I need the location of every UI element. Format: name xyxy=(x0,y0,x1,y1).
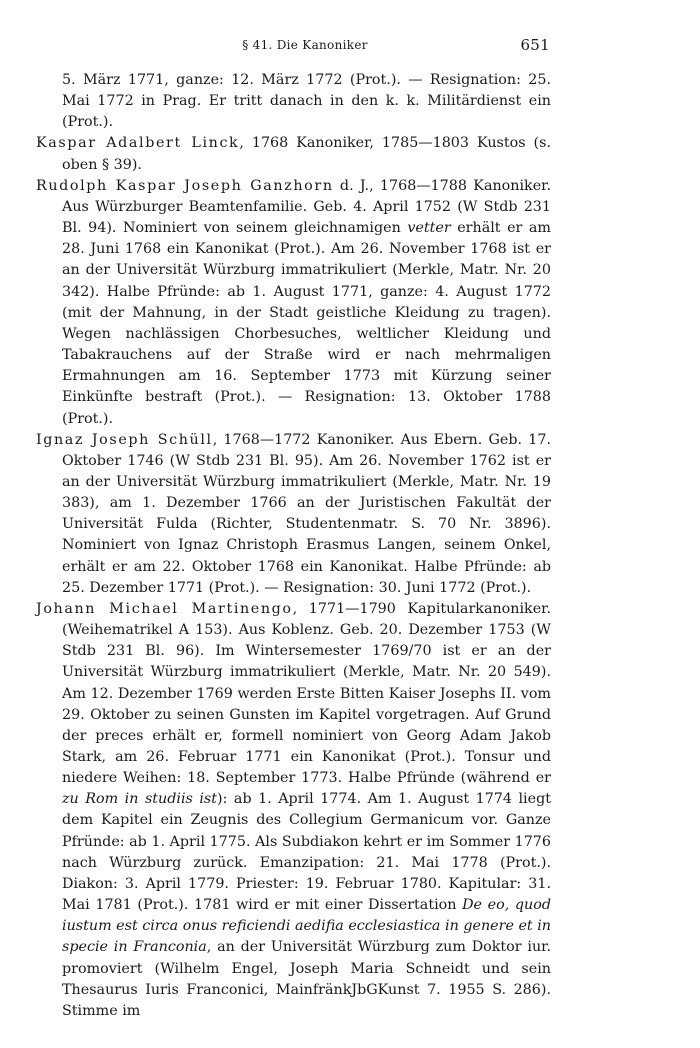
person-name: Rudolph Kaspar Joseph Ganzhorn xyxy=(36,177,334,194)
entry-text: , 1768—1772 Kanoniker. Aus Ebern. Geb. 17. Oktober 1746 (W Stdb 231 Bl. 95). Am 26. November 1762 ist er an der Universität Würzburg immatrikuliert (Merkle, Matr. Nr. 19 383), am 1. Dezember 1766 an der Juristischen Fakultät der Universität Fulda (Richter, Studentenmatr. S. 70 Nr. 3896). Nominiert von Ignaz Christoph Erasmus Langen, seinem Onkel, erhält er am 22. Oktober 1768 ein Kanonikat. Halbe Pfründe: ab 25. Dezember 1771 (Prot.). — Resignation: 30. Juni 1772 (Prot.). xyxy=(62,431,551,596)
person-name: Johann Michael Martinengo xyxy=(36,600,293,617)
italic-text: De eo, quod iustum est circa onus reficiendi aedifia ecclesiastica in genere et in specie in Franconia xyxy=(62,897,551,956)
section-title: § 41. Die Kanoniker xyxy=(242,38,368,52)
person-name: Ignaz Joseph Schüll xyxy=(36,431,213,448)
entry-text: , 1768 Kanoniker, 1785—1803 Kustos (s. oben § 39). xyxy=(62,135,552,173)
canon-entry xyxy=(36,133,551,175)
entry-text: ): ab 1. April 1774. Am 1. August 1774 liegt dem Kapitel ein Zeugnis des Collegium Germanicum vor. Ganze Pfründe: ab 1. April 1775. Als Subdiakon kehrt er im Sommer 1776 nach Würzburg zurück. Emanzipation: 21. Mai 1778 (Prot.). Diakon: 3. April 1779. Priester: 19. Februar 1780. Kapitular: 31. Mai 1781 (Prot.). 1781 wird er mit einer Dissertation xyxy=(62,791,551,914)
entry-text: erhält er am 28. Juni 1768 ein Kanonikat (Prot.). Am 26. November 1768 ist er an der Universität Würzburg immatrikuliert (Merkle, Matr. Nr. 20 342). Halbe Pfründe: ab 1. August 1771, ganze: 4. August 1772 (mit der Mahnung, in der Stadt geistliche Kleidung zu tragen). Wegen nachlässigen Chorbesuches, weltlicher Kleidung und Tabakrauchens auf der Straße wird er nach mehrmaligen Ermahnungen am 16. September 1773 mit Kürzung seiner Einkünfte bestraft (Prot.). — Resignation: 13. Oktober 1788 (Prot.). xyxy=(62,220,551,427)
entry-text: d. J., 1768—1788 Kanoniker. Aus Würzburger Beamtenfamilie. Geb. 4. April 1752 (W Stdb 231 Bl. 94). Nominiert von seinem gleichnamigen xyxy=(62,177,551,237)
canon-entry xyxy=(36,599,551,1022)
main-text xyxy=(36,70,551,1022)
person-name: Kaspar Adalbert Linck xyxy=(36,135,240,152)
page-number: 651 xyxy=(520,36,550,54)
italic-text: vetter xyxy=(407,220,451,237)
entry-text: , an der Universität Würzburg zum Doktor iur. promoviert (Wilhelm Engel, Joseph Maria Schneidt und sein Thesaurus Iuris Franconici, MainfränkJbGKunst 7. 1955 S. 286). Stimme im xyxy=(62,939,551,1019)
entry-text: 5. März 1771, ganze: 12. März 1772 (Prot.). — Resignation: 25. Mai 1772 in Prag. Er tritt danach in den k. k. Militärdienst ein (Prot.). xyxy=(62,72,551,131)
italic-text: zu Rom in studiis ist xyxy=(62,791,218,808)
entry-text: , 1771—1790 Kapitularkanoniker. (Weihematrikel A 153). Aus Koblenz. Geb. 20. Dezember 1753 (W Stdb 231 Bl. 96). Im Wintersemester 1769/70 ist er an der Universität Würzburg immatrikuliert (Merkle, Matr. Nr. 20 549). Am 12. Dezember 1769 werden Erste Bitten Kaiser Josephs II. vom 29. Oktober zu seinen Gunsten im Kapitel vorgetragen. Auf Grund der preces erhält er, formell nominiert von Georg Adam Jakob Stark, am 26. Februar 1771 ein Kanonikat (Prot.). Tonsur und niedere Weihen: 18. September 1773. Halbe Pfründe (während er xyxy=(62,600,551,787)
canon-entry xyxy=(36,430,551,599)
canon-entry xyxy=(36,176,551,430)
continued-entry xyxy=(36,70,551,133)
